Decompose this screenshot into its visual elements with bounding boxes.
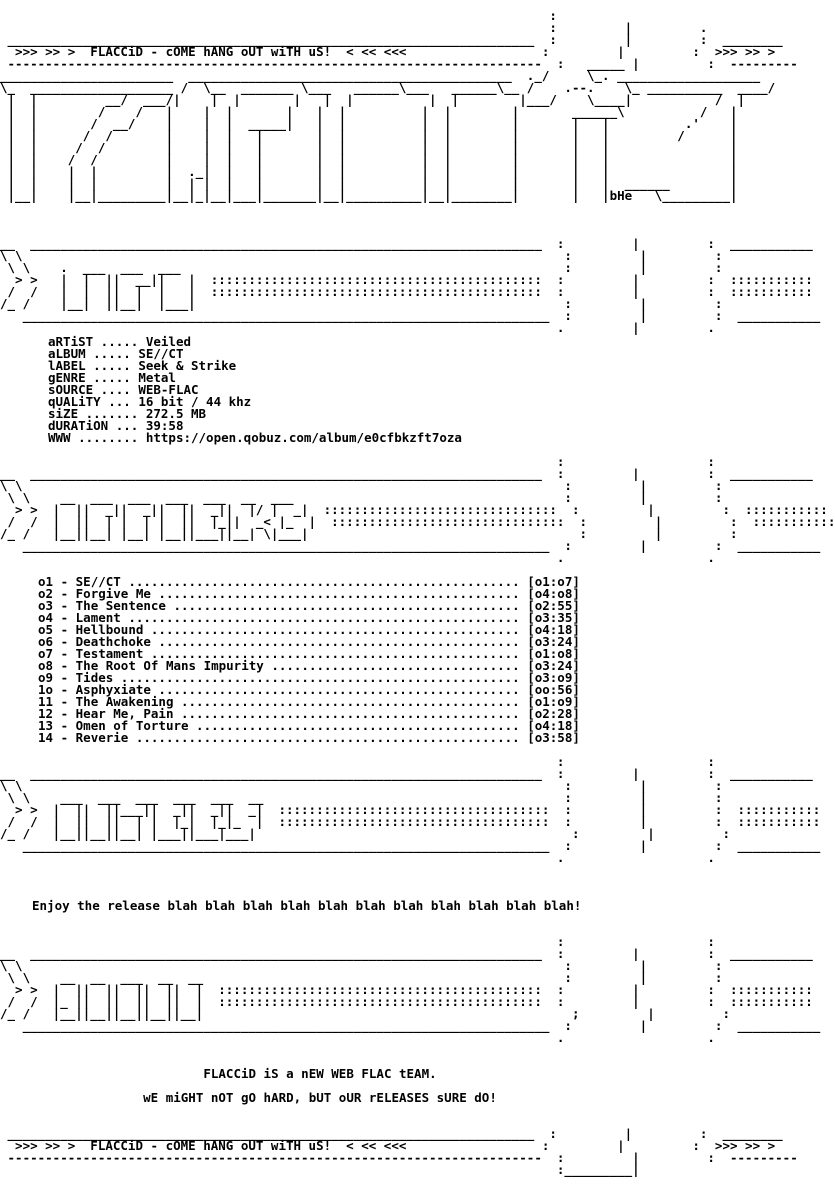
track-number: o7: [38, 646, 54, 661]
track-title: The Awakening: [75, 694, 174, 709]
header-ascii-banner: : : | . ______________________________________________________________________ : | : ________ >>> >> > FLACCiD - cOME hANG oUT wiTH uS! < << <<< : | : >>> >> > ----------------------------------------------------------------------- : _____ | : --------- _______________________ ___________________________________________ ._/ \_. ___________________ \_ ___________________ / \__ _______ \___ ______\___ ______\__ / .--. \_ __________ ____/ | | __/ ___/| | | | | | | | |___/ \____| / | | | / / | | | | | | | | | ______\ / | | | / __/ | | | _____| | | | | | | | .' | | | / / | | | | | | | | | | | / | | | / / | | | | | | | | | | | | | | / / | | | | | | | | | | | | | | | | | ._| | | | | | | | | | | | | | | | | | | | | | | | | | | ______ | |__| |__|_________|__|_|__|___|_______|__|__________|__|________| | |bHe \_________|: [0, 8, 798, 203]
artist-label: aRTiST .....: [48, 334, 139, 349]
track-title: Lament: [75, 610, 121, 625]
track-title: Forgive Me: [75, 586, 151, 601]
track-row: o9 - Tides ..................................................... [o3:o9]: [38, 670, 580, 685]
track-title: Omen of Torture: [75, 718, 189, 733]
track-number: 13: [38, 718, 54, 733]
track-row: o4 - Lament .................................................... [o3:35]: [38, 610, 580, 625]
track-duration: [o3:24]: [527, 658, 580, 673]
track-number: o4: [38, 610, 54, 625]
track-number: o9: [38, 670, 54, 685]
track-number: 14: [38, 730, 54, 745]
track-number: o3: [38, 598, 54, 613]
track-duration: [o2:28]: [527, 706, 580, 721]
track-duration: [o4:o8]: [527, 586, 580, 601]
album-label: aLBUM .....: [48, 346, 131, 361]
track-duration: [o3:35]: [527, 610, 580, 625]
size-label: siZE .......: [48, 406, 139, 421]
track-title: Asphyxiate: [75, 682, 151, 697]
info-ascii-banner: __ ____________________________________________________________________ : | : ___________ \ \ : | : \ \ . ___ ___ ___ : | : > > | | || __|| | :::::::::::::::::::::::::::::::::::::::::::: : | : ::::::::::: / / | | || | | | :::::::::::::::::::::::::::::::::::::::::::: : | : ::::::::::: /_ / |__| ||__| |___| : | : ______________________________________________________________________ : | : ___________ . | .: [0, 236, 821, 335]
notes-text: Enjoy the release blah blah blah blah blah blah blah blah blah blah blah!: [32, 898, 582, 913]
track-duration: [o4:18]: [527, 622, 580, 637]
track-row: 13 - Omen of Torture ........................................... [o4:18]: [38, 718, 580, 733]
track-duration: [o1:o8]: [527, 646, 580, 661]
track-number: 11: [38, 694, 54, 709]
tracks-ascii-banner: : : __ ____________________________________________________________________ : | : ___________ \ \ : | : \ \ __ ___ ___ ___ ___ __ ___ : | : > > | || _|| _|| || _|| |/ | _| ::::::::::::::::::::::::::::::: : | : ::::::::::: / / | || | | | | || |_|| _< |_ | ::::::::::::::::::::::::::::::: : | : ::::::::::: /_ / |__||__| |__| |__||___||__| \|___| : | : ______________________________________________________________________ : | : ___________ . .: [0, 454, 835, 565]
track-title: Hear Me, Pain: [75, 706, 174, 721]
track-duration: [o1:o9]: [527, 694, 580, 709]
www-link[interactable]: https://open.qobuz.com/album/e0cfbkzft7oza: [145, 430, 462, 445]
tracklist: [38, 576, 580, 744]
genre-label: gENRE .....: [48, 370, 131, 385]
track-number: o6: [38, 634, 54, 649]
quality-value: 16 bit / 44 khz: [138, 394, 252, 409]
track-row: o8 - The Root Of Mans Impurity ................................. [o3:24]: [38, 658, 580, 673]
track-number: o2: [38, 586, 54, 601]
track-title: Hellbound: [75, 622, 144, 637]
track-number: o5: [38, 622, 54, 637]
duration-label: dURATiON ...: [48, 418, 139, 433]
release-info-block: [48, 336, 462, 444]
label-label: lABEL .....: [48, 358, 131, 373]
track-row: o3 - The Sentence .............................................. [o2:55]: [38, 598, 580, 613]
track-title: The Sentence: [75, 598, 166, 613]
track-title: Deathchoke: [75, 634, 151, 649]
track-title: Testament: [75, 646, 144, 661]
track-title: The Root Of Mans Impurity: [75, 658, 264, 673]
track-duration: [o1:o7]: [527, 574, 580, 589]
source-label: sOURCE ....: [48, 382, 131, 397]
track-row: o2 - Forgive Me ................................................ [o4:o8]: [38, 586, 580, 601]
label-value: Seek & Strike: [138, 358, 237, 373]
track-number: o8: [38, 658, 54, 673]
track-duration: [o3:24]: [527, 634, 580, 649]
source-value: WEB-FLAC: [138, 382, 199, 397]
track-duration: [o3:o9]: [527, 670, 580, 685]
track-number: 12: [38, 706, 54, 721]
track-duration: [oo:56]: [527, 682, 580, 697]
track-duration: [o4:18]: [527, 718, 580, 733]
notes-ascii-banner: : : __ ____________________________________________________________________ : | : ___________ \ \ : | : \ \ ___ ___ ___ ___ ___ __ : | : > > | || ||___|| _|| _|| _| :::::::::::::::::::::::::::::::::::: : | : ::::::::::: / / | || || | | |_| |_|_ | :::::::::::::::::::::::::::::::::::: : | : ::::::::::: /_ / |__||__||__| |___||___|___| : | : ______________________________________________________________________ : | : ___________ . .: [0, 754, 821, 865]
track-duration: [o3:58]: [527, 730, 580, 745]
track-row: 14 - Reverie ................................................... [o3:58]: [38, 730, 580, 745]
track-title: Reverie: [75, 730, 129, 745]
track-row: o7 - Testament ................................................. [o1:o8]: [38, 646, 580, 661]
track-title: Tides: [75, 670, 114, 685]
track-row: o5 - Hellbound ................................................. [o4:18]: [38, 622, 580, 637]
album-value: SE//CT: [138, 346, 184, 361]
genre-value: Metal: [138, 370, 176, 385]
group-line-2: wE miGHT nOT gO hARD, bUT oUR rELEASES sURE dO!: [143, 1090, 497, 1105]
quality-label: qUALiTY ...: [48, 394, 131, 409]
group-ascii-banner: : : __ ____________________________________________________________________ : | : ___________ \ \ : | : \ \ __ __ ___ __ __ : | : > > | || || || || | ::::::::::::::::::::::::::::::::::::::::::: : | : ::::::::::: / / |_ || || || || | ::::::::::::::::::::::::::::::::::::::::::: : | : ::::::::::: /_ / |__||__||__||__||__| ; | : ______________________________________________________________________ : | : ___________ . .: [0, 934, 821, 1045]
www-label: WWW ........: [48, 430, 139, 445]
track-number: o1: [38, 574, 54, 589]
track-row: 12 - Hear Me, Pain ............................................. [o2:28]: [38, 706, 580, 721]
size-value: 272.5 MB: [145, 406, 207, 421]
track-number: 1o: [38, 682, 54, 697]
artist-value: Veiled: [145, 334, 191, 349]
duration-value: 39:58: [145, 418, 184, 433]
track-row: o6 - Deathchoke ................................................ [o3:24]: [38, 634, 580, 649]
track-title: SE//CT: [75, 574, 121, 589]
group-line-1: FLACCiD iS a nEW WEB FLAC tEAM.: [203, 1066, 437, 1081]
track-row: 11 - The Awakening ............................................. [o1:o9]: [38, 694, 580, 709]
track-row: 1o - Asphyxiate ................................................ [oo:56]: [38, 682, 580, 697]
footer-ascii-banner: ______________________________________________________________________ : | : ________ >>> >> > FLACCiD - cOME hANG oUT wiTH uS! < << <<< : | : >>> >> > ----------------------------------------------------------------------- : | : --------- :_________|: [7, 1126, 798, 1177]
track-row: o1 - SE//CT .................................................... [o1:o7]: [38, 574, 580, 589]
track-duration: [o2:55]: [527, 598, 580, 613]
